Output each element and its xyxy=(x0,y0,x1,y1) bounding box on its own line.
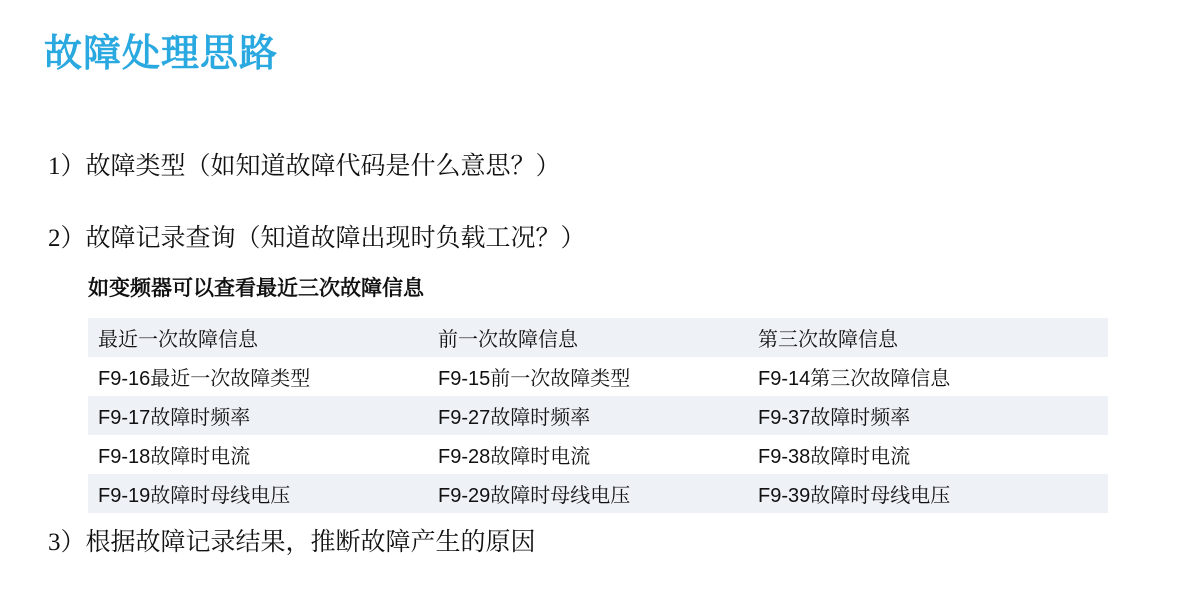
table-header-cell: 最近一次故障信息 xyxy=(98,329,258,351)
table-cell: F9-37故障时频率 xyxy=(758,407,911,429)
table-row xyxy=(88,435,1108,474)
table-row xyxy=(88,474,1108,513)
table-header-cell: 前一次故障信息 xyxy=(438,329,578,351)
table-row xyxy=(88,396,1108,435)
bullet-item-1: 1）故障类型（如知道故障代码是什么意思？） xyxy=(48,153,561,180)
fault-record-table xyxy=(88,318,1108,513)
table-cell: F9-18故障时电流 xyxy=(98,446,251,468)
table-cell: F9-29故障时母线电压 xyxy=(438,485,631,507)
table-cell: F9-28故障时电流 xyxy=(438,446,591,468)
sub-note: 如变频器可以查看最近三次故障信息 xyxy=(88,277,424,300)
table-cell: F9-38故障时电流 xyxy=(758,446,911,468)
table-row xyxy=(88,318,1108,357)
bullet-item-2: 2）故障记录查询（知道故障出现时负载工况？） xyxy=(48,225,586,252)
table-row xyxy=(88,357,1108,396)
table-cell: F9-15前一次故障类型 xyxy=(438,368,631,390)
table-header-cell: 第三次故障信息 xyxy=(758,329,898,351)
table-cell: F9-14第三次故障信息 xyxy=(758,368,951,390)
table-cell: F9-16最近一次故障类型 xyxy=(98,368,311,390)
table-cell: F9-17故障时频率 xyxy=(98,407,251,429)
table-cell: F9-27故障时频率 xyxy=(438,407,591,429)
page-title: 故障处理思路 xyxy=(44,33,279,75)
table-cell: F9-19故障时母线电压 xyxy=(98,485,291,507)
bullet-item-3: 3）根据故障记录结果，推断故障产生的原因 xyxy=(48,529,536,556)
table-cell: F9-39故障时母线电压 xyxy=(758,485,951,507)
